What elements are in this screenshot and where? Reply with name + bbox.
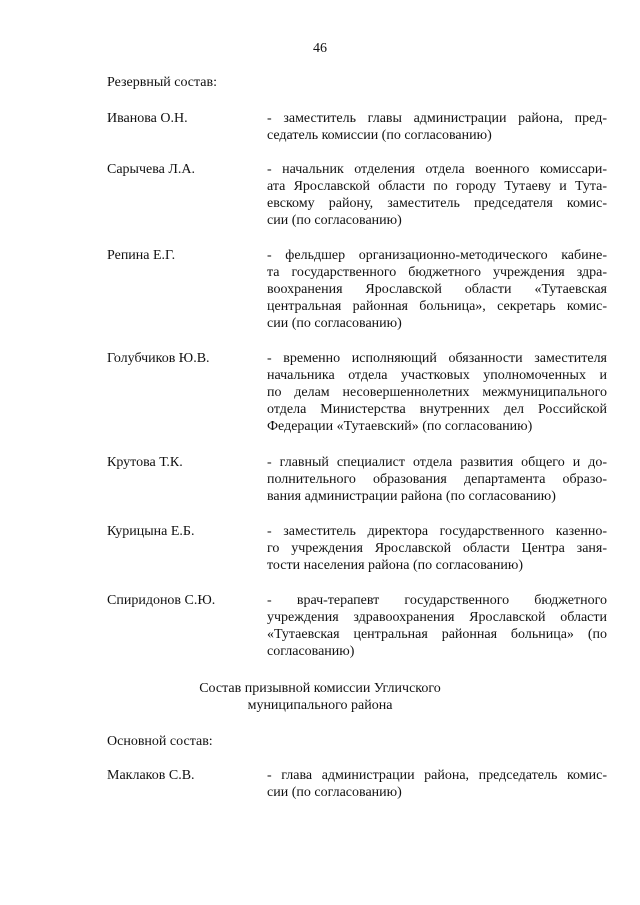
reserve-composition-heading: Резервный состав:: [107, 75, 218, 90]
role-line: седатель комиссии (по согласованию): [267, 128, 492, 143]
member-name: Сарычева Л.А.: [107, 162, 195, 177]
role-line: по делам несовершеннолетних межмуниципального: [267, 385, 607, 400]
role-line: полнительного образования департамента образо-: [267, 472, 607, 487]
role-line: та государственного бюджетного учреждения здра-: [267, 265, 607, 280]
member-role: [267, 767, 607, 801]
role-line: - фельдшер организационно-методического кабине-: [267, 248, 607, 263]
role-line: вания администрации района (по согласованию): [267, 489, 556, 504]
main-composition-heading: Основной состав:: [107, 734, 213, 749]
role-line: - начальник отделения отдела военного комиссари-: [267, 162, 607, 177]
role-line: сии (по согласованию): [267, 785, 402, 800]
role-line: - временно исполняющий обязанности заместителя: [267, 351, 607, 366]
role-line: тости населения района (по согласованию): [267, 558, 524, 573]
member-role: [267, 247, 607, 332]
role-line: - заместитель главы администрации района, пред-: [267, 111, 607, 126]
role-line: - глава администрации района, председатель комис-: [267, 768, 607, 783]
role-line: сии (по согласованию): [267, 213, 402, 228]
role-line: евскому району, заместитель председателя комис-: [267, 196, 607, 211]
role-line: Федерации «Тутаевский» (по согласованию): [267, 419, 533, 434]
role-line: «Тутаевская центральная районная больница» (по: [267, 627, 607, 642]
member-name: Голубчиков Ю.В.: [107, 351, 210, 366]
role-line: учреждения здравоохранения Ярославской области: [267, 610, 607, 625]
role-line: согласованию): [267, 644, 355, 659]
role-line: - главный специалист отдела развития общего и до-: [267, 455, 607, 470]
section-title-line: Состав призывной комиссии Угличского: [199, 681, 441, 696]
member-role: [267, 454, 607, 505]
member-name: Крутова Т.К.: [107, 455, 183, 470]
role-line: центральная районная больница», секретарь комис-: [267, 299, 607, 314]
page-number: 46: [313, 41, 327, 56]
role-line: ата Ярославской области по городу Тутаеву и Тута-: [267, 179, 607, 194]
role-line: отдела Министерства внутренних дел Российской: [267, 402, 607, 417]
member-name: Иванова О.Н.: [107, 111, 188, 126]
role-line: - врач-терапевт государственного бюджетного: [267, 593, 607, 608]
role-line: го учреждения Ярославской области Центра заня-: [267, 541, 607, 556]
role-line: начальника отдела участковых уполномоченных и: [267, 368, 607, 383]
member-name: Спиридонов С.Ю.: [107, 593, 216, 608]
role-line: сии (по согласованию): [267, 316, 402, 331]
role-line: воохранения Ярославской области «Тутаевская: [267, 282, 607, 297]
member-role: [267, 161, 607, 229]
member-role: [267, 523, 607, 574]
member-name: Маклаков С.В.: [107, 768, 195, 783]
member-name: Репина Е.Г.: [107, 248, 176, 263]
member-role: [267, 110, 607, 144]
member-name: Курицына Е.Б.: [107, 524, 195, 539]
section-title: [0, 680, 640, 714]
section-title-line: муниципального района: [247, 698, 393, 713]
member-role: [267, 350, 607, 435]
member-role: [267, 592, 607, 660]
role-line: - заместитель директора государственного казенно-: [267, 524, 607, 539]
